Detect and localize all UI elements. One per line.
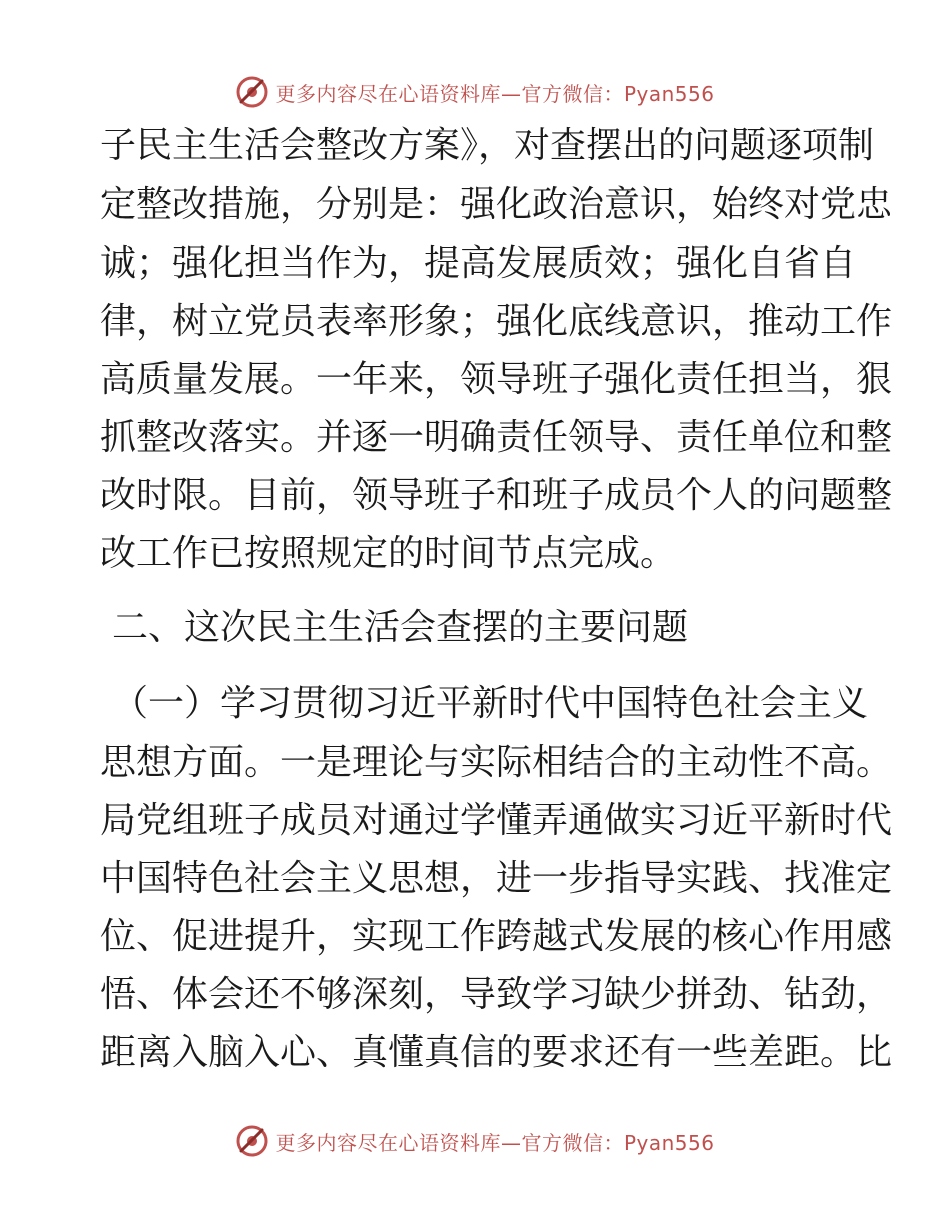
- section-heading: 二、这次民主生活会查摆的主要问题: [112, 607, 689, 648]
- text-line: 高质量发展。一年来，领导班子强化责任担当，狠: [100, 359, 893, 400]
- text-line: 距离入脑入心、真懂真信的要求还有一些差距。比: [100, 1032, 893, 1073]
- text-line: 定整改措施，分别是：强化政治意识，始终对党忠: [100, 184, 893, 225]
- text-line: 改时限。目前，领导班子和班子成员个人的问题整: [100, 475, 893, 516]
- footer-watermark-banner: [0, 1121, 950, 1161]
- text-line: 诚；强化担当作为，提高发展质效；强化自省自: [100, 243, 857, 284]
- text-line: 悟、体会还不够深刻，导致学习缺少拼劲、钻劲，: [100, 974, 893, 1015]
- text-line: 中国特色社会主义思想，进一步指导实践、找准定: [100, 858, 893, 899]
- text-line: 位、促进提升，实现工作跨越式发展的核心作用感: [100, 916, 893, 957]
- text-line: 局党组班子成员对通过学懂弄通做实习近平新时代: [100, 800, 893, 841]
- text-line: 抓整改落实。并逐一明确责任领导、责任单位和整: [100, 417, 893, 458]
- text-line: 律，树立党员表率形象；强化底线意识，推动工作: [100, 301, 893, 342]
- subsection-heading: （一）学习贯彻习近平新时代中国特色社会主义: [112, 683, 869, 724]
- logo-icon: [235, 1124, 269, 1158]
- text-line: 思想方面。一是理论与实际相结合的主动性不高。: [100, 742, 893, 783]
- header-banner-text: 更多内容尽在心语资料库—官方微信：Pyan556: [275, 81, 715, 106]
- text-line: 子民主生活会整改方案》，对查摆出的问题逐项制: [100, 125, 875, 166]
- text-line: 改工作已按照规定的时间节点完成。: [100, 533, 677, 574]
- footer-banner-text: 更多内容尽在心语资料库—官方微信：Pyan556: [275, 1130, 715, 1155]
